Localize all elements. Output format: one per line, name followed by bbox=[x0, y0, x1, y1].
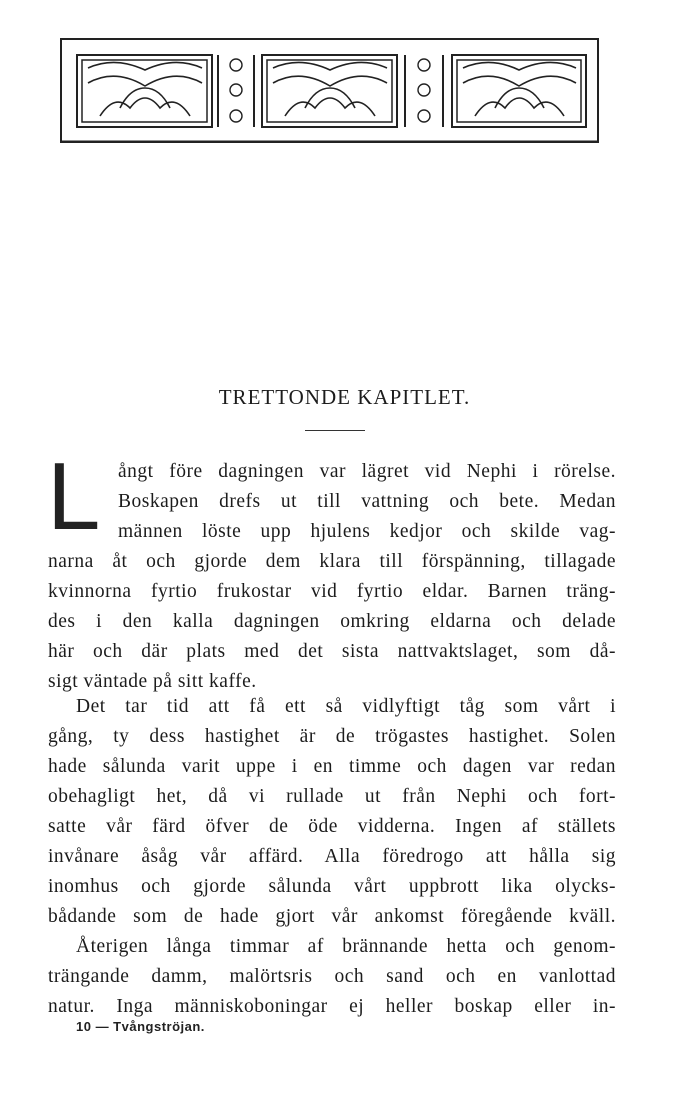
body-line: natur. Inga människoboningar ej heller boskap eller in- bbox=[48, 996, 616, 1017]
page-signature: 10 — Tvångströjan. bbox=[76, 1019, 205, 1034]
body-line: trängande damm, malörtsris och sand och en vanlottad bbox=[48, 966, 616, 987]
body-line: Det tar tid att få ett så vidlyftigt tåg som vårt i bbox=[76, 696, 616, 717]
body-line: Återigen långa timmar af brännande hetta och genom- bbox=[76, 936, 616, 957]
body-line: inomhus och gjorde sålunda vårt uppbrott lika olycks- bbox=[48, 876, 616, 897]
body-line: kvinnorna fyrtio frukostar vid fyrtio eldar. Barnen träng- bbox=[48, 581, 616, 602]
body-line: gång, ty dess hastighet är de trögastes hastighet. Solen bbox=[48, 726, 616, 747]
header-ornament bbox=[60, 38, 599, 143]
body-line: Boskapen drefs ut till vattning och bete. Medan bbox=[118, 491, 616, 512]
body-line: satte vår färd öfver de öde vidderna. Ingen af ställets bbox=[48, 816, 616, 837]
ornament-panel-center bbox=[262, 55, 397, 127]
drop-cap: L bbox=[47, 443, 101, 550]
body-line: männen löste upp hjulens kedjor och skilde vag- bbox=[118, 521, 616, 542]
body-line: hade sålunda varit uppe i en timme och dagen var redan bbox=[48, 756, 616, 777]
ornament-graphic bbox=[60, 38, 599, 143]
body-line: obehagligt het, då vi rullade ut från Nephi och fort- bbox=[48, 786, 616, 807]
title-divider bbox=[305, 430, 365, 431]
chapter-title: TRETTONDE KAPITLET. bbox=[218, 385, 471, 409]
body-line: här och där plats med det sista nattvaktslaget, som då- bbox=[48, 641, 616, 662]
body-line: des i den kalla dagningen omkring eldarna och delade bbox=[48, 611, 616, 632]
body-line: invånare åsåg vår affärd. Alla föredrogo att hålla sig bbox=[48, 846, 616, 867]
body-line: sigt väntade på sitt kaffe. bbox=[48, 671, 257, 692]
ornament-panel-right bbox=[452, 55, 586, 127]
ornament-panel-left bbox=[77, 55, 212, 127]
ornament-dots-left bbox=[218, 55, 254, 127]
body-line: ångt före dagningen var lägret vid Nephi i rörelse. bbox=[118, 461, 616, 482]
body-line: bådande som de hade gjort vår ankomst föregående kväll. bbox=[48, 906, 616, 927]
ornament-dots-right bbox=[405, 55, 443, 127]
body-line: narna åt och gjorde dem klara till förspänning, tillagade bbox=[48, 551, 616, 572]
